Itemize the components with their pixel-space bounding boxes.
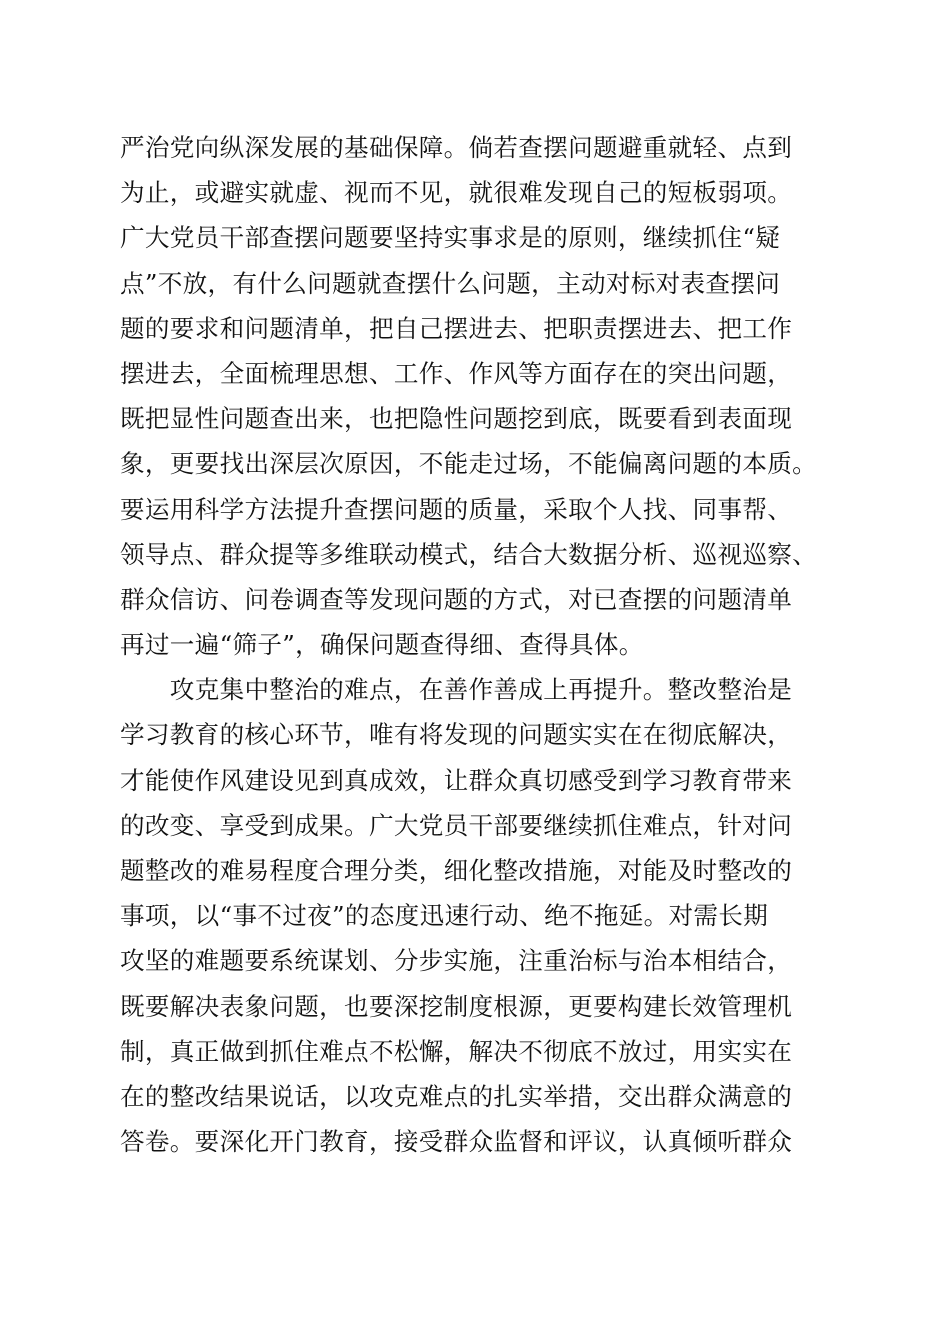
text-line: 题整改的难易程度合理分类，细化整改措施，对能及时整改的 (120, 856, 793, 885)
text-line: 严治党向纵深发展的基础保障。倘若查摆问题避重就轻、点到 (120, 133, 793, 162)
text-line: 领导点、群众提等多维联动模式，结合大数据分析、巡视巡察、 (120, 539, 818, 569)
text-line: 的改变、享受到成果。广大党员干部要继续抓住难点，针对问 (120, 810, 793, 840)
text-line: 既要解决表象问题，也要深挖制度根源，更要构建长效管理机 (120, 991, 793, 1021)
text-line: 才能使作风建设见到真成效，让群众真切感受到学习教育带来 (120, 765, 793, 795)
text-line: 答卷。要深化开门教育，接受群众监督和评议，认真倾听群众 (120, 1127, 793, 1157)
text-line: 点”不放，有什么问题就查摆什么问题，主动对标对表查摆问 (120, 268, 781, 298)
text-line: 学习教育的核心环节，唯有将发现的问题实实在在彻底解决， (120, 720, 793, 750)
text-line: 事项，以“事不过夜”的态度迅速行动、绝不拖延。对需长期 (120, 901, 769, 931)
text-line: 再过一遍“筛子”，确保问题查得细、查得具体。 (120, 630, 644, 660)
text-line: 既把显性问题查出来，也把隐性问题挖到底，既要看到表面现 (120, 404, 793, 434)
text-line: 题的要求和问题清单，把自己摆进去、把职责摆进去、把工作 (120, 313, 793, 343)
text-line: 制，真正做到抓住难点不松懈，解决不彻底不放过，用实实在 (120, 1036, 793, 1066)
text-line: 为止，或避实就虚、视而不见，就很难发现自己的短板弱项。 (120, 178, 793, 208)
paragraph-start-line: 攻克集中整治的难点，在善作善成上再提升。整改整治是 (120, 675, 793, 705)
text-line: 摆进去，全面梳理思想、工作、作风等方面存在的突出问题， (120, 358, 793, 388)
text-line: 在的整改结果说话，以攻克难点的扎实举措，交出群众满意的 (120, 1081, 793, 1111)
text-line: 象，更要找出深层次原因，不能走过场，不能偏离问题的本质。 (120, 449, 818, 479)
text-line: 攻坚的难题要系统谋划、分步实施，注重治标与治本相结合， (120, 946, 793, 976)
text-line: 要运用科学方法提升查摆问题的质量，采取个人找、同事帮、 (120, 494, 793, 524)
text-line: 群众信访、问卷调查等发现问题的方式，对已查摆的问题清单 (120, 584, 793, 614)
text-line: 广大党员干部查摆问题要坚持实事求是的原则，继续抓住“疑 (120, 223, 781, 253)
body-text (120, 125, 840, 1164)
